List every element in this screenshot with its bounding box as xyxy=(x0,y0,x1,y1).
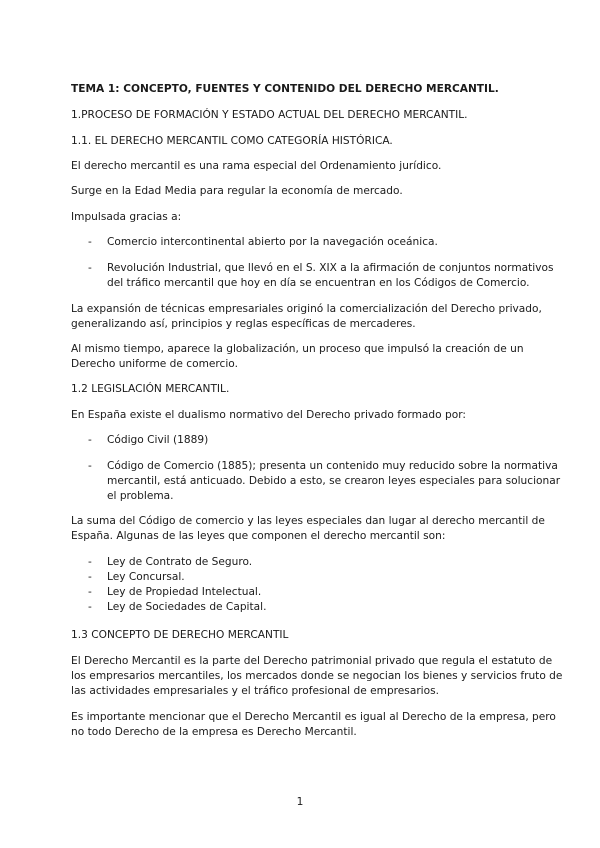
list-item: Comercio intercontinental abierto por la navegación oceánica. xyxy=(107,236,438,248)
paragraph: Impulsada gracias a: xyxy=(71,211,182,223)
paragraph: La expansión de técnicas empresariales originó la comercialización del Derecho privado, xyxy=(71,303,542,315)
list-item: mercantil, está anticuado. Debido a esto, se crearon leyes especiales para solucionar xyxy=(107,475,561,487)
bullet-dash: - xyxy=(88,460,92,472)
section-heading-1-3: 1.3 CONCEPTO DE DERECHO MERCANTIL xyxy=(71,629,289,641)
bullet-dash: - xyxy=(88,236,92,248)
paragraph: El Derecho Mercantil es la parte del Derecho patrimonial privado que regula el estatuto de xyxy=(71,655,553,667)
paragraph: En España existe el dualismo normativo del Derecho privado formado por: xyxy=(71,409,466,421)
paragraph: las actividades empresariales y el tráfico profesional de empresarios. xyxy=(71,685,439,697)
paragraph: los empresarios mercantiles, los mercados donde se negocian los bienes y servicios fruto de xyxy=(71,670,563,682)
section-heading-1-1: 1.1. EL DERECHO MERCANTIL COMO CATEGORÍA HISTÓRICA. xyxy=(71,135,393,147)
bullet-dash: - xyxy=(88,571,92,583)
paragraph: La suma del Código de comercio y las leyes especiales dan lugar al derecho mercantil de xyxy=(71,515,545,527)
bullet-dash: - xyxy=(88,556,92,568)
page-number: 1 xyxy=(296,796,304,808)
bullet-dash: - xyxy=(88,434,92,446)
paragraph: Al mismo tiempo, aparece la globalización, un proceso que impulsó la creación de un xyxy=(71,343,524,355)
list-item: del tráfico mercantil que hoy en día se encuentran en los Códigos de Comercio. xyxy=(107,277,530,289)
paragraph: no todo Derecho de la empresa es Derecho Mercantil. xyxy=(71,726,357,738)
bullet-dash: - xyxy=(88,601,92,613)
paragraph: generalizando así, principios y reglas específicas de mercaderes. xyxy=(71,318,416,330)
list-item: Código Civil (1889) xyxy=(107,434,209,446)
list-item: Código de Comercio (1885); presenta un contenido muy reducido sobre la normativa xyxy=(107,460,558,472)
list-item: Ley Concursal. xyxy=(107,571,185,583)
paragraph: Surge en la Edad Media para regular la economía de mercado. xyxy=(71,185,403,197)
paragraph: España. Algunas de las leyes que componen el derecho mercantil son: xyxy=(71,530,446,542)
paragraph: El derecho mercantil es una rama especial del Ordenamiento jurídico. xyxy=(71,160,442,172)
section-heading-1-2: 1.2 LEGISLACIÓN MERCANTIL. xyxy=(71,383,230,395)
paragraph: Es importante mencionar que el Derecho Mercantil es igual al Derecho de la empresa, pero xyxy=(71,711,556,723)
document-title: TEMA 1: CONCEPTO, FUENTES Y CONTENIDO DEL DERECHO MERCANTIL. xyxy=(71,83,499,95)
bullet-dash: - xyxy=(88,586,92,598)
list-item: Ley de Propiedad Intelectual. xyxy=(107,586,262,598)
paragraph: Derecho uniforme de comercio. xyxy=(71,358,238,370)
list-item: Ley de Sociedades de Capital. xyxy=(107,601,267,613)
list-item: Revolución Industrial, que llevó en el S. XIX a la afirmación de conjuntos normativos xyxy=(107,262,554,274)
list-item: el problema. xyxy=(107,490,174,502)
list-item: Ley de Contrato de Seguro. xyxy=(107,556,253,568)
section-heading-1: 1.PROCESO DE FORMACIÓN Y ESTADO ACTUAL DEL DERECHO MERCANTIL. xyxy=(71,109,468,121)
bullet-dash: - xyxy=(88,262,92,274)
